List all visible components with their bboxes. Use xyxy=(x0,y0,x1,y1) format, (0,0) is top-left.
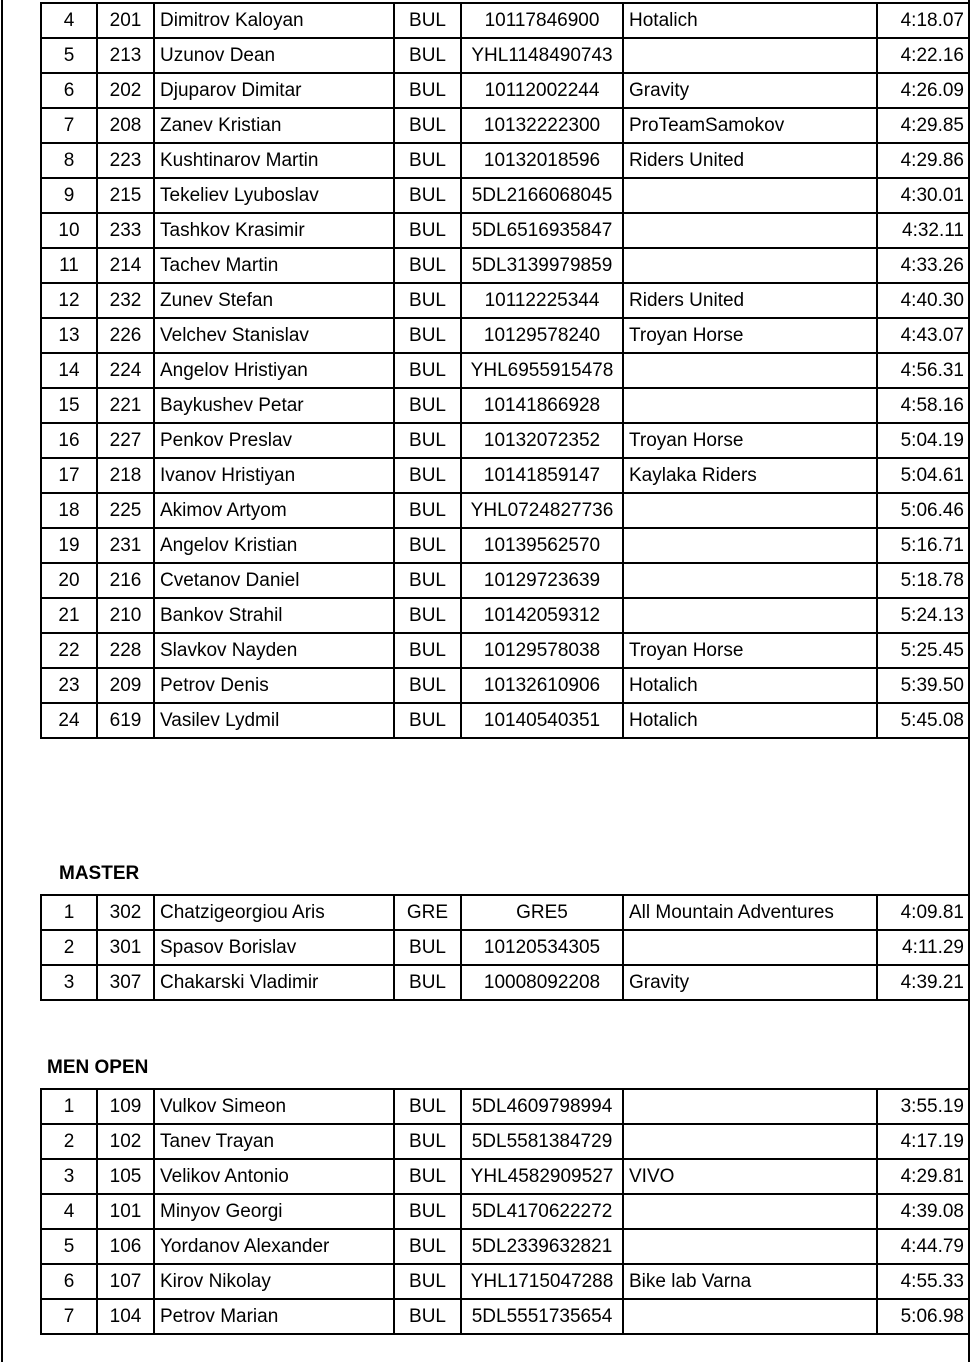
nationality-cell: BUL xyxy=(394,563,461,598)
team-cell: Riders United xyxy=(623,143,877,178)
uci-id-cell: 10008092208 xyxy=(461,965,623,1000)
bib-cell: 214 xyxy=(97,248,154,283)
nationality-cell: BUL xyxy=(394,703,461,738)
team-cell xyxy=(623,563,877,598)
uci-id-cell: 10112002244 xyxy=(461,73,623,108)
nationality-cell: BUL xyxy=(394,73,461,108)
table-row xyxy=(41,1194,970,1229)
nationality-cell: BUL xyxy=(394,388,461,423)
uci-id-cell: 10132610906 xyxy=(461,668,623,703)
nationality-cell: BUL xyxy=(394,1299,461,1334)
nationality-cell: BUL xyxy=(394,283,461,318)
table-row xyxy=(41,318,970,353)
uci-id-cell: 5DL5581384729 xyxy=(461,1124,623,1159)
team-cell xyxy=(623,353,877,388)
rider-name-cell: Tachev Martin xyxy=(154,248,394,283)
table-row xyxy=(41,1229,970,1264)
bib-cell: 221 xyxy=(97,388,154,423)
place-cell: 7 xyxy=(41,108,97,143)
rider-name-cell: Tashkov Krasimir xyxy=(154,213,394,248)
table-row xyxy=(41,213,970,248)
place-cell: 14 xyxy=(41,353,97,388)
nationality-cell: BUL xyxy=(394,248,461,283)
place-cell: 4 xyxy=(41,1194,97,1229)
bib-cell: 226 xyxy=(97,318,154,353)
table-row xyxy=(41,1124,970,1159)
time-cell: 4:26.09 xyxy=(877,73,970,108)
rider-name-cell: Angelov Hristiyan xyxy=(154,353,394,388)
team-cell xyxy=(623,1229,877,1264)
team-cell: Hotalich xyxy=(623,3,877,38)
uci-id-cell: YHL6955915478 xyxy=(461,353,623,388)
team-cell xyxy=(623,388,877,423)
time-cell: 5:24.13 xyxy=(877,598,970,633)
table-row xyxy=(41,528,970,563)
time-cell: 5:04.19 xyxy=(877,423,970,458)
uci-id-cell: 10117846900 xyxy=(461,3,623,38)
table-row xyxy=(41,1299,970,1334)
rider-name-cell: Petrov Marian xyxy=(154,1299,394,1334)
table-row xyxy=(41,283,970,318)
uci-id-cell: 10129578240 xyxy=(461,318,623,353)
bib-cell: 223 xyxy=(97,143,154,178)
bib-cell: 106 xyxy=(97,1229,154,1264)
time-cell: 4:39.08 xyxy=(877,1194,970,1229)
nationality-cell: BUL xyxy=(394,633,461,668)
team-cell xyxy=(623,178,877,213)
bib-cell: 224 xyxy=(97,353,154,388)
team-cell: Troyan Horse xyxy=(623,633,877,668)
nationality-cell: BUL xyxy=(394,1159,461,1194)
table-row xyxy=(41,73,970,108)
rider-name-cell: Kirov Nikolay xyxy=(154,1264,394,1299)
uci-id-cell: YHL1148490743 xyxy=(461,38,623,73)
time-cell: 4:17.19 xyxy=(877,1124,970,1159)
nationality-cell: BUL xyxy=(394,1229,461,1264)
bib-cell: 216 xyxy=(97,563,154,598)
place-cell: 9 xyxy=(41,178,97,213)
place-cell: 20 xyxy=(41,563,97,598)
place-cell: 5 xyxy=(41,1229,97,1264)
time-cell: 5:06.46 xyxy=(877,493,970,528)
bib-cell: 105 xyxy=(97,1159,154,1194)
table-row xyxy=(41,143,970,178)
bib-cell: 228 xyxy=(97,633,154,668)
nationality-cell: BUL xyxy=(394,1264,461,1299)
team-cell: Gravity xyxy=(623,965,877,1000)
time-cell: 5:18.78 xyxy=(877,563,970,598)
place-cell: 15 xyxy=(41,388,97,423)
uci-id-cell: 10132222300 xyxy=(461,108,623,143)
time-cell: 5:04.61 xyxy=(877,458,970,493)
uci-id-cell: 10141859147 xyxy=(461,458,623,493)
time-cell: 5:39.50 xyxy=(877,668,970,703)
time-cell: 5:45.08 xyxy=(877,703,970,738)
rider-name-cell: Ivanov Hristiyan xyxy=(154,458,394,493)
bib-cell: 218 xyxy=(97,458,154,493)
rider-name-cell: Dimitrov Kaloyan xyxy=(154,3,394,38)
team-cell: VIVO xyxy=(623,1159,877,1194)
nationality-cell: BUL xyxy=(394,493,461,528)
team-cell: Kaylaka Riders xyxy=(623,458,877,493)
time-cell: 4:43.07 xyxy=(877,318,970,353)
rider-name-cell: Spasov Borislav xyxy=(154,930,394,965)
nationality-cell: BUL xyxy=(394,3,461,38)
time-cell: 4:56.31 xyxy=(877,353,970,388)
team-cell xyxy=(623,1089,877,1124)
time-cell: 5:25.45 xyxy=(877,633,970,668)
bib-cell: 102 xyxy=(97,1124,154,1159)
rider-name-cell: Akimov Artyom xyxy=(154,493,394,528)
results-table-men-open xyxy=(40,1088,970,1335)
table-row xyxy=(41,1159,970,1194)
nationality-cell: BUL xyxy=(394,1194,461,1229)
rider-name-cell: Tekeliev Lyuboslav xyxy=(154,178,394,213)
place-cell: 23 xyxy=(41,668,97,703)
team-cell: Troyan Horse xyxy=(623,423,877,458)
rider-name-cell: Slavkov Nayden xyxy=(154,633,394,668)
table-row xyxy=(41,930,970,965)
rider-name-cell: Cvetanov Daniel xyxy=(154,563,394,598)
rider-name-cell: Velchev Stanislav xyxy=(154,318,394,353)
place-cell: 19 xyxy=(41,528,97,563)
uci-id-cell: 10142059312 xyxy=(461,598,623,633)
bib-cell: 101 xyxy=(97,1194,154,1229)
time-cell: 4:30.01 xyxy=(877,178,970,213)
team-cell: ProTeamSamokov xyxy=(623,108,877,143)
team-cell xyxy=(623,528,877,563)
bib-cell: 104 xyxy=(97,1299,154,1334)
nationality-cell: BUL xyxy=(394,213,461,248)
place-cell: 16 xyxy=(41,423,97,458)
place-cell: 4 xyxy=(41,3,97,38)
time-cell: 4:29.85 xyxy=(877,108,970,143)
place-cell: 18 xyxy=(41,493,97,528)
table-row xyxy=(41,38,970,73)
rider-name-cell: Bankov Strahil xyxy=(154,598,394,633)
rider-name-cell: Minyov Georgi xyxy=(154,1194,394,1229)
table-row xyxy=(41,895,970,930)
table-row xyxy=(41,108,970,143)
nationality-cell: BUL xyxy=(394,423,461,458)
place-cell: 6 xyxy=(41,1264,97,1299)
place-cell: 13 xyxy=(41,318,97,353)
team-cell: All Mountain Adventures xyxy=(623,895,877,930)
bib-cell: 302 xyxy=(97,895,154,930)
place-cell: 3 xyxy=(41,1159,97,1194)
place-cell: 3 xyxy=(41,965,97,1000)
nationality-cell: BUL xyxy=(394,1124,461,1159)
nationality-cell: BUL xyxy=(394,178,461,213)
time-cell: 4:44.79 xyxy=(877,1229,970,1264)
uci-id-cell: 10129578038 xyxy=(461,633,623,668)
uci-id-cell: 10132072352 xyxy=(461,423,623,458)
team-cell: Hotalich xyxy=(623,668,877,703)
rider-name-cell: Penkov Preslav xyxy=(154,423,394,458)
nationality-cell: BUL xyxy=(394,458,461,493)
uci-id-cell: YHL1715047288 xyxy=(461,1264,623,1299)
page-border-left xyxy=(1,0,3,1362)
time-cell: 4:29.86 xyxy=(877,143,970,178)
place-cell: 21 xyxy=(41,598,97,633)
time-cell: 4:39.21 xyxy=(877,965,970,1000)
uci-id-cell: 10141866928 xyxy=(461,388,623,423)
rider-name-cell: Yordanov Alexander xyxy=(154,1229,394,1264)
uci-id-cell: YHL4582909527 xyxy=(461,1159,623,1194)
team-cell xyxy=(623,598,877,633)
table-row xyxy=(41,965,970,1000)
time-cell: 4:33.26 xyxy=(877,248,970,283)
time-cell: 4:40.30 xyxy=(877,283,970,318)
rider-name-cell: Velikov Antonio xyxy=(154,1159,394,1194)
time-cell: 4:18.07 xyxy=(877,3,970,38)
uci-id-cell: 5DL2166068045 xyxy=(461,178,623,213)
uci-id-cell: 5DL5551735654 xyxy=(461,1299,623,1334)
place-cell: 11 xyxy=(41,248,97,283)
table-row xyxy=(41,3,970,38)
rider-name-cell: Angelov Kristian xyxy=(154,528,394,563)
nationality-cell: BUL xyxy=(394,318,461,353)
team-cell xyxy=(623,930,877,965)
table-row xyxy=(41,598,970,633)
bib-cell: 209 xyxy=(97,668,154,703)
place-cell: 7 xyxy=(41,1299,97,1334)
table-row xyxy=(41,248,970,283)
bib-cell: 107 xyxy=(97,1264,154,1299)
place-cell: 10 xyxy=(41,213,97,248)
bib-cell: 301 xyxy=(97,930,154,965)
time-cell: 4:29.81 xyxy=(877,1159,970,1194)
team-cell xyxy=(623,1194,877,1229)
place-cell: 2 xyxy=(41,1124,97,1159)
uci-id-cell: 10139562570 xyxy=(461,528,623,563)
table-row xyxy=(41,353,970,388)
section-title-men-open: MEN OPEN xyxy=(47,1057,149,1078)
rider-name-cell: Uzunov Dean xyxy=(154,38,394,73)
bib-cell: 208 xyxy=(97,108,154,143)
time-cell: 4:55.33 xyxy=(877,1264,970,1299)
rider-name-cell: Vasilev Lydmil xyxy=(154,703,394,738)
nationality-cell: BUL xyxy=(394,38,461,73)
uci-id-cell: 5DL6516935847 xyxy=(461,213,623,248)
nationality-cell: BUL xyxy=(394,528,461,563)
time-cell: 5:06.98 xyxy=(877,1299,970,1334)
time-cell: 5:16.71 xyxy=(877,528,970,563)
bib-cell: 225 xyxy=(97,493,154,528)
place-cell: 2 xyxy=(41,930,97,965)
table-row xyxy=(41,458,970,493)
uci-id-cell: 5DL4170622272 xyxy=(461,1194,623,1229)
uci-id-cell: 5DL2339632821 xyxy=(461,1229,623,1264)
bib-cell: 213 xyxy=(97,38,154,73)
uci-id-cell: 10120534305 xyxy=(461,930,623,965)
team-cell: Riders United xyxy=(623,283,877,318)
table-row xyxy=(41,423,970,458)
nationality-cell: GRE xyxy=(394,895,461,930)
time-cell: 4:09.81 xyxy=(877,895,970,930)
place-cell: 12 xyxy=(41,283,97,318)
time-cell: 4:22.16 xyxy=(877,38,970,73)
team-cell: Troyan Horse xyxy=(623,318,877,353)
rider-name-cell: Tanev Trayan xyxy=(154,1124,394,1159)
place-cell: 6 xyxy=(41,73,97,108)
table-row xyxy=(41,1264,970,1299)
bib-cell: 619 xyxy=(97,703,154,738)
place-cell: 1 xyxy=(41,895,97,930)
results-table-continued xyxy=(40,2,970,739)
rider-name-cell: Vulkov Simeon xyxy=(154,1089,394,1124)
table-row xyxy=(41,388,970,423)
team-cell xyxy=(623,213,877,248)
time-cell: 3:55.19 xyxy=(877,1089,970,1124)
nationality-cell: BUL xyxy=(394,965,461,1000)
nationality-cell: BUL xyxy=(394,668,461,703)
rider-name-cell: Petrov Denis xyxy=(154,668,394,703)
place-cell: 1 xyxy=(41,1089,97,1124)
table-row xyxy=(41,178,970,213)
time-cell: 4:58.16 xyxy=(877,388,970,423)
team-cell xyxy=(623,493,877,528)
uci-id-cell: GRE5 xyxy=(461,895,623,930)
table-row xyxy=(41,563,970,598)
bib-cell: 231 xyxy=(97,528,154,563)
table-row xyxy=(41,703,970,738)
team-cell: Gravity xyxy=(623,73,877,108)
bib-cell: 307 xyxy=(97,965,154,1000)
bib-cell: 202 xyxy=(97,73,154,108)
team-cell xyxy=(623,248,877,283)
bib-cell: 233 xyxy=(97,213,154,248)
bib-cell: 232 xyxy=(97,283,154,318)
uci-id-cell: YHL0724827736 xyxy=(461,493,623,528)
place-cell: 8 xyxy=(41,143,97,178)
bib-cell: 109 xyxy=(97,1089,154,1124)
team-cell xyxy=(623,1299,877,1334)
nationality-cell: BUL xyxy=(394,930,461,965)
rider-name-cell: Zunev Stefan xyxy=(154,283,394,318)
place-cell: 22 xyxy=(41,633,97,668)
team-cell xyxy=(623,1124,877,1159)
table-row xyxy=(41,493,970,528)
place-cell: 24 xyxy=(41,703,97,738)
uci-id-cell: 10140540351 xyxy=(461,703,623,738)
rider-name-cell: Baykushev Petar xyxy=(154,388,394,423)
uci-id-cell: 10129723639 xyxy=(461,563,623,598)
uci-id-cell: 5DL3139979859 xyxy=(461,248,623,283)
rider-name-cell: Chakarski Vladimir xyxy=(154,965,394,1000)
rider-name-cell: Djuparov Dimitar xyxy=(154,73,394,108)
time-cell: 4:11.29 xyxy=(877,930,970,965)
uci-id-cell: 10132018596 xyxy=(461,143,623,178)
team-cell: Bike lab Varna xyxy=(623,1264,877,1299)
table-row xyxy=(41,633,970,668)
team-cell xyxy=(623,38,877,73)
nationality-cell: BUL xyxy=(394,108,461,143)
uci-id-cell: 10112225344 xyxy=(461,283,623,318)
bib-cell: 210 xyxy=(97,598,154,633)
place-cell: 17 xyxy=(41,458,97,493)
nationality-cell: BUL xyxy=(394,353,461,388)
bib-cell: 215 xyxy=(97,178,154,213)
nationality-cell: BUL xyxy=(394,143,461,178)
rider-name-cell: Kushtinarov Martin xyxy=(154,143,394,178)
team-cell: Hotalich xyxy=(623,703,877,738)
place-cell: 5 xyxy=(41,38,97,73)
nationality-cell: BUL xyxy=(394,1089,461,1124)
section-title-master: MASTER xyxy=(59,863,140,884)
bib-cell: 227 xyxy=(97,423,154,458)
nationality-cell: BUL xyxy=(394,598,461,633)
rider-name-cell: Zanev Kristian xyxy=(154,108,394,143)
uci-id-cell: 5DL4609798994 xyxy=(461,1089,623,1124)
table-row xyxy=(41,1089,970,1124)
bib-cell: 201 xyxy=(97,3,154,38)
results-table-master xyxy=(40,894,970,1001)
rider-name-cell: Chatzigeorgiou Aris xyxy=(154,895,394,930)
table-row xyxy=(41,668,970,703)
time-cell: 4:32.11 xyxy=(877,213,970,248)
